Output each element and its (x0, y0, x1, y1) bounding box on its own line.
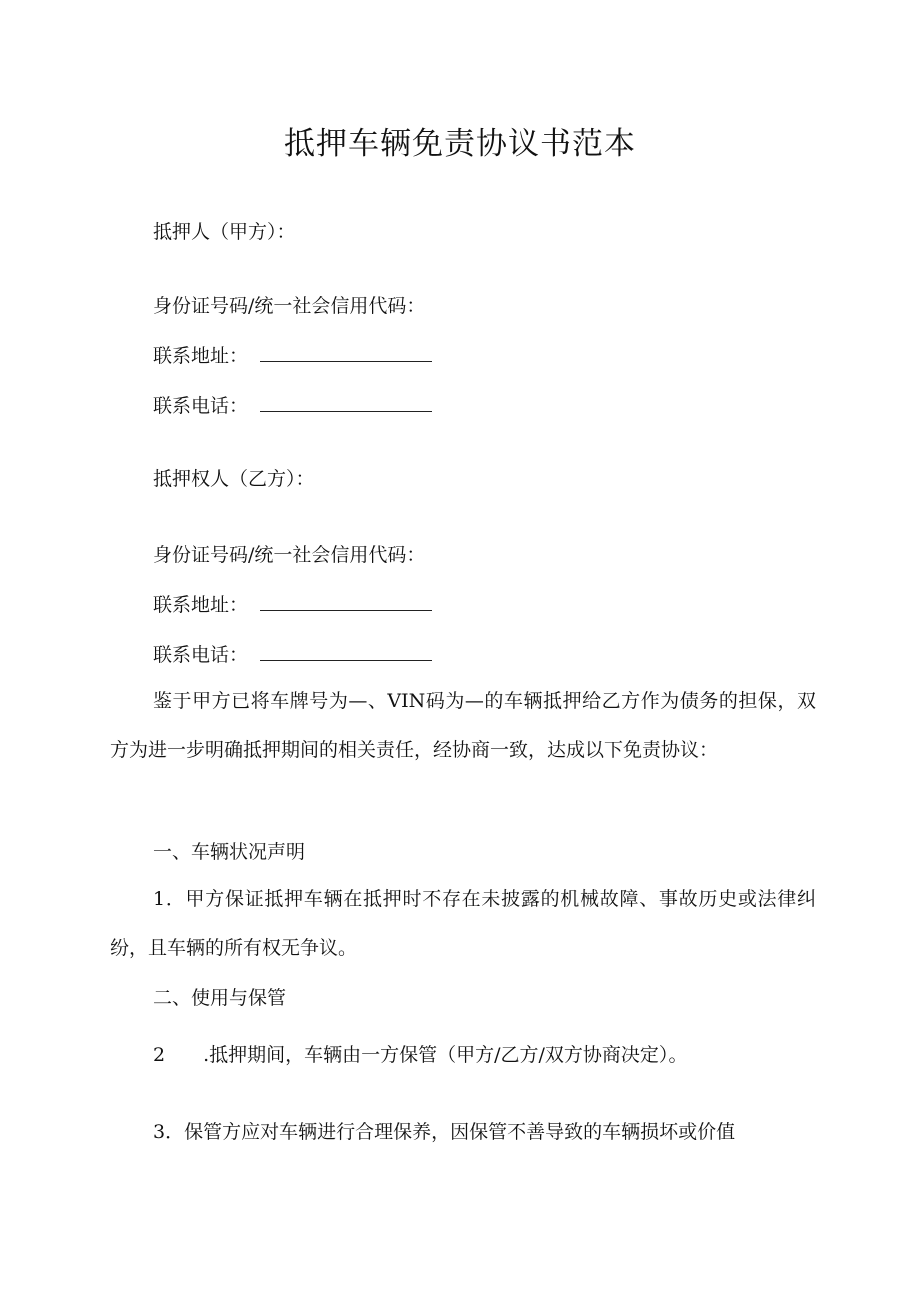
clause-3-paragraph: 3．保管方应对车辆进行合理保养，因保管不善导致的车辆损坏或价值 (153, 1121, 736, 1143)
section-2-heading: 二、使用与保管 (153, 987, 287, 1009)
party-b-phone-blank (260, 642, 432, 661)
party-b-heading: 抵押权人（乙方）： (153, 468, 315, 490)
preamble-paragraph: 鉴于甲方已将车牌号为—、VIN码为—的车辆抵押给乙方作为债务的担保，双方为进一步明确抵押期间的相关责任，经协商一致，达成以下免责协议： (110, 690, 816, 761)
party-a-phone-blank (260, 393, 432, 412)
party-a-address-label: 联系地址： (153, 345, 249, 367)
party-a-phone-label: 联系电话： (153, 395, 249, 417)
party-a-address-blank (260, 343, 432, 362)
clause-2-text: .抵押期间，车辆由一方保管（甲方/乙方/双方协商决定）。 (203, 1044, 688, 1066)
party-a-address-row (153, 343, 432, 368)
document-title: 抵押车辆免责协议书范本 (284, 126, 636, 162)
party-b-address-row (153, 592, 432, 617)
party-b-address-blank (260, 592, 432, 611)
party-a-id-label: 身份证号码/统一社会信用代码： (153, 295, 426, 317)
section-1-heading: 一、车辆状况声明 (153, 841, 306, 863)
clause-1-paragraph: 1．甲方保证抵押车辆在抵押时不存在未披露的机械故障、事故历史或法律纠纷，且车辆的所有权无争议。 (110, 888, 816, 959)
party-a-heading: 抵押人（甲方）： (153, 221, 296, 243)
party-b-id-label: 身份证号码/统一社会信用代码： (153, 544, 426, 566)
party-a-phone-row (153, 393, 432, 418)
clause-2-number: 2 (153, 1044, 166, 1066)
clause-2-row (153, 1043, 687, 1067)
party-b-address-label: 联系地址： (153, 594, 249, 616)
party-b-phone-label: 联系电话： (153, 644, 249, 666)
party-b-phone-row (153, 642, 432, 667)
